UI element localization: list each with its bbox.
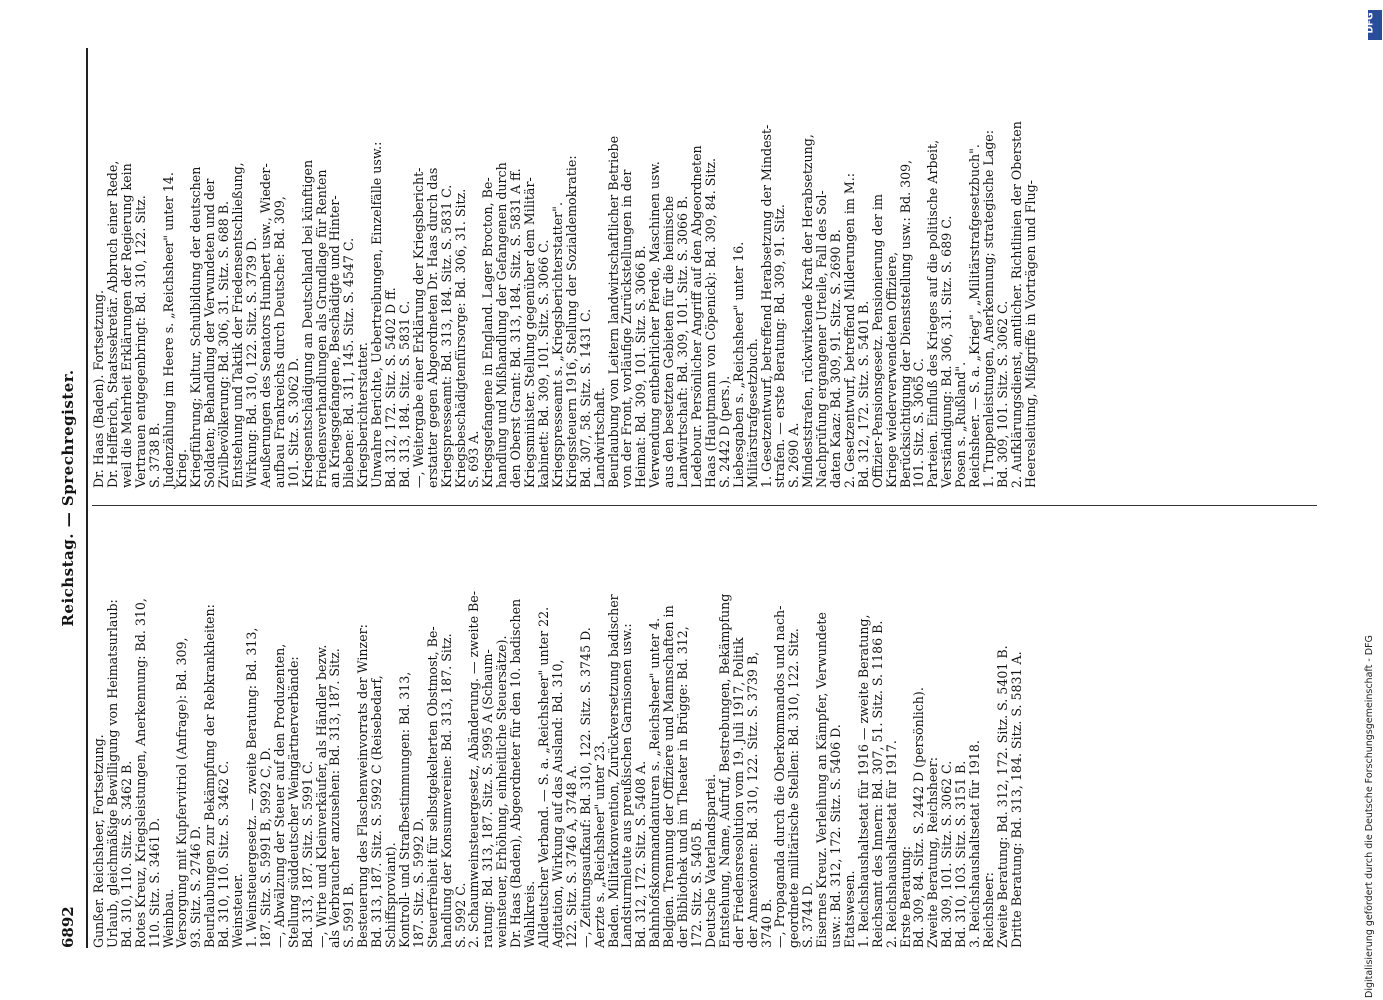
- register-line: Posen s. „Rußland".: [953, 361, 969, 488]
- dfg-logo-text: DFG: [1365, 12, 1376, 34]
- register-line: Kriegsentschädigung an Deutschland bei künftigen: [299, 159, 315, 488]
- register-line: Bd. 309, 101. Sitz. S. 3062 C.: [994, 300, 1010, 488]
- register-line: 2. Reichshaushaltsetat für 1917.: [883, 740, 899, 948]
- register-line: —, Abwälzung der Steuer auf den Produzenten,: [271, 643, 287, 948]
- register-line: von der Front, vorläufige Zurückstellungen in der: [619, 169, 635, 488]
- register-line: Aeußerungen des Senators Humbert usw., Wieder-: [257, 163, 273, 488]
- register-line: Verwendung entbehrlicher Pferde, Maschinen usw.: [647, 161, 663, 488]
- register-line: Gunßer. Reichsheer, Fortsetzung.: [91, 734, 106, 948]
- register-line: strafen. — erste Beratung: Bd. 309, 91. Sitz.: [772, 204, 788, 488]
- credit-text: Digitalisierung gefördert durch die Deutsche Forschungsgemeinschaft - DFG: [1364, 635, 1375, 998]
- register-line: S. 5991 B.: [341, 882, 357, 948]
- register-line: Berücksichtigung der Dienststellung usw.: Bd. 309,: [897, 159, 913, 488]
- register-line: aufbau Frankreichs durch Deutsche: Bd. 309,: [271, 196, 287, 488]
- register-line: Urlaub, gleichmäßige Bewilligung von Heimatsurlaub:: [104, 599, 120, 948]
- register-line: Kriegführung; Kultur, Schulbildung der deutschen: [188, 166, 204, 488]
- header-rule: [86, 48, 88, 948]
- register-line: Nachprüfung ergangener Urteile, Fall des Sol-: [814, 190, 830, 488]
- register-line: Entstehung, Name, Aufruf, Bestrebungen, Bekämpfung: [716, 593, 732, 948]
- register-line: S. 693 A.: [466, 430, 482, 488]
- register-line: Besteuerung des Flaschenweinvorrats der Winzer:: [355, 624, 371, 948]
- register-line: Etatswesen.: [841, 870, 857, 948]
- register-line: ratung: Bd. 313, 187. Sitz. S. 5995 A (Schaum-: [480, 649, 496, 948]
- register-line: Soldaten; Behandlung der Verwundeten und der: [202, 178, 218, 488]
- register-line: —, Wirte und Kleinverkäufer, als Händler bezw.: [313, 644, 329, 948]
- register-line: Kriegspresseamt s. „Kriegsberichterstatter".: [549, 202, 565, 488]
- register-line: 101. Sitz. S. 3062 D.: [285, 357, 301, 488]
- register-line: 187. Sitz. S. 5991 B, 5992 C, D.: [257, 747, 273, 948]
- register-line: der Friedensresolution vom 19. Juli 1917, Politik: [730, 637, 746, 948]
- register-line: als Verbraucher anzusehen: Bd. 313, 187. Sitz.: [327, 648, 343, 948]
- page-number: 6892: [59, 906, 77, 948]
- register-line: 1. Truppenleistungen, Anerkennung; strategische Lage:: [981, 129, 996, 488]
- register-line: —, Zeitungsaufkauf: Bd. 310, 122. Sitz. S. 3745 D.: [577, 627, 593, 948]
- register-line: Zivilbevölkerung: Bd. 306, 31. Sitz. S. 688 B.: [216, 200, 232, 488]
- register-line: Bd. 312, 172. Sitz. S. 5402 D ff.: [383, 287, 399, 488]
- register-line: 3. Reichshaushaltsetat für 1918.: [967, 740, 983, 948]
- register-line: —, Weitergabe einer Erklärung der Kriegsbericht-: [410, 167, 426, 488]
- register-line: Stellung süddeutscher Weingärtnerverbände:: [285, 656, 301, 948]
- register-line: Bd. 313, 184. Sitz. S. 5831 C.: [396, 300, 412, 488]
- register-line: 187. Sitz. S. 5992 D.: [410, 817, 426, 948]
- register-line: Landwirtschaft.: [591, 387, 607, 488]
- register-line: Kontroll- und Strafbestimmungen: Bd. 313,: [396, 671, 412, 948]
- register-line: 2. Aufklärungsdienst, amtlicher. Richtlinien der Obersten: [1008, 121, 1024, 488]
- register-line: Parteien. Einfluß des Krieges auf die politische Arbeit,: [925, 139, 941, 488]
- register-line: S. 5992 C.: [452, 882, 468, 948]
- register-line: der Bibliothek und im Theater in Brügge: Bd. 312,: [675, 626, 691, 948]
- register-line: Versorgung mit Kupfervitriol (Anfrage): Bd. 309,: [174, 637, 190, 948]
- register-line: Bd. 312, 172. Sitz. S. 5401 B.: [855, 300, 871, 488]
- register-line: Krieg.: [174, 449, 190, 488]
- register-line: Wahlkreis.: [522, 880, 538, 948]
- register-line: 2. Schaumweinsteuergesetz, Abänderung. — zweite Be-: [466, 590, 482, 948]
- register-line: Kriegsbeschädigtenfürsorge: Bd. 306, 31. Sitz.: [452, 188, 468, 488]
- register-line: Landsturmleute aus preußischen Garnisonen usw.:: [619, 623, 635, 948]
- register-line: Mindeststrafen, rückwirkende Kraft der Herabsetzung,: [800, 134, 816, 488]
- register-line: 2. Gesetzentwurf, betreffend Milderungen im M.:: [841, 173, 857, 488]
- register-line: Beurlaubung von Leitern landwirtschaftlicher Betriebe: [605, 135, 621, 488]
- register-line: Bd. 310, 110. Sitz. S. 3462 B.: [118, 760, 134, 948]
- register-line: Deutsche Vaterlandspartei.: [702, 773, 718, 948]
- register-line: weil die Mehrheit Erklärungen der Regierung kein: [118, 163, 134, 488]
- register-line: 172. Sitz. S. 5405 B.: [688, 818, 704, 948]
- register-line: 101. Sitz. S. 3065 C.: [911, 358, 927, 488]
- register-line: den Oberst Grant: Bd. 313, 184. Sitz. S. 5831 A ff.: [508, 168, 524, 488]
- register-line: Agitation, Wirkung auf das Ausland: Bd. 310,: [549, 659, 565, 948]
- register-line: Dr. Helfferich, Staatssekretär. Abbruch einer Rede,: [104, 160, 120, 488]
- register-line: Rotes Kreuz, Kriegsleistungen, Anerkennung: Bd. 310,: [132, 598, 148, 948]
- register-line: Militärstrafgesetzbuch.: [744, 338, 760, 488]
- register-line: Kriegspresseamt: Bd. 313, 184. Sitz. S. 5831 C.: [438, 184, 454, 488]
- register-line: Bd. 310, 110. Sitz. S. 3462 C.: [216, 760, 232, 948]
- register-line: Bd. 309, 101. Sitz. S. 3062 C.: [939, 760, 955, 948]
- register-line: Zweite Beratung, Reichsheer:: [925, 757, 941, 948]
- register-line: usw.: Bd. 312, 172. Sitz. S. 5406 D.: [828, 724, 844, 948]
- register-line: 1. Gesetzentwurf, betreffend Herabsetzung der Mindest-: [758, 124, 774, 488]
- register-line: Bd. 309, 84. Sitz. S. 2442 D (persönlich).: [911, 687, 927, 948]
- register-line: Unwahre Berichte, Uebertreibungen, Einzelfälle usw.:: [369, 141, 385, 488]
- register-line: 1. Reichshaushaltsetat für 1916 — zweite Beratung,: [855, 614, 871, 948]
- register-line: weinsteuer, Erhöhung, einheitliche Steuersätze).: [494, 635, 510, 948]
- register-line: Bahnhofskommandanturen s. „Reichsheer" unter 4.: [647, 617, 663, 948]
- register-line: Steuerfreiheit für selbstgekelterten Obstmost, Be-: [424, 626, 440, 948]
- register-line: Eisernes Kreuz. Verleihung an Kämpfer, Verwundete: [814, 612, 830, 948]
- register-line: Reichsheer. — S. a. „Krieg", „Militärstrafgesetzbuch".: [967, 144, 983, 488]
- register-line: Kriegsberichterstatter.: [355, 342, 371, 488]
- register-line: Alldeutscher Verband. — S. a. „Reichsheer" unter 22.: [536, 606, 551, 948]
- register-line: Haas (Hauptmann von Cöpenick): Bd. 309, 84. Sitz.: [702, 157, 718, 488]
- register-line: Offizier-Pensionsgesetz. Pensionierung der im: [869, 194, 885, 488]
- register-line: Aerzte s. „Reichsheer" unter 23.: [591, 741, 607, 948]
- register-line: Belgien. Trennung der Offiziere und Mannschaften in: [661, 605, 677, 948]
- register-line: Bd. 313, 187. Sitz. S. 5991 C.: [299, 760, 315, 948]
- register-line: Entstehung und Taktik der Friedensentschließung,: [230, 162, 246, 488]
- register-line: Dr. Haas (Baden). Fortsetzung.: [91, 289, 106, 488]
- register-line: Liebesgaben s. „Reichsheer" unter 16.: [730, 241, 746, 488]
- register-line: Reichsamt des Innern: Bd. 307, 51. Sitz. S. 1186 B.: [869, 620, 885, 948]
- register-line: 93. Sitz. S. 2746 D.: [188, 825, 204, 948]
- dfg-logo: [1365, 10, 1382, 40]
- register-line: Verständigung: Bd. 306, 31. Sitz. S. 689 C.: [939, 215, 955, 488]
- register-line: Kriegsgefangene in England. Lager Brocton, Be-: [480, 177, 496, 488]
- register-line: Dr. Haas (Baden), Abgeordneter für den 10. badischen: [508, 598, 524, 948]
- register-line: Ledebour. Persönlicher Angriff auf den Abgeordneten: [688, 145, 704, 488]
- register-line: Beurlaubungen zur Bekämpfung der Rebkrankheiten:: [202, 604, 218, 948]
- register-line: 1. Weinsteuergesetz. — zweite Beratung: Bd. 313,: [243, 627, 259, 948]
- register-line: Zweite Beratung: Bd. 312, 172. Sitz. S. 5401 B.: [994, 645, 1010, 948]
- register-line: Wirkung: Bd. 310, 122. Sitz. S. 3739 D.: [243, 237, 259, 488]
- register-line: Friedensverhandlungen als Grundlage für Renten: [313, 169, 329, 488]
- digitization-credit: [1362, 8, 1378, 998]
- register-line: Kriege wiederverwendeten Offiziere,: [883, 251, 899, 488]
- register-line: kabinett: Bd. 309, 101. Sitz. S. 3066 C.: [536, 239, 551, 488]
- register-line: Baden. Militärkonvention, Zurückversetzung badischer: [605, 594, 621, 948]
- register-line: daten Kaaz: Bd. 309, 91. Sitz. S. 2690 B.: [828, 229, 844, 488]
- register-line: S. 2442 D (pers.).: [716, 375, 732, 488]
- register-line: Schiffsproviant).: [383, 842, 399, 948]
- register-line: Dritte Beratung: Bd. 313, 184. Sitz. S. 5831 A.: [1008, 651, 1024, 948]
- register-line: Kriegsminister. Stellung gegenüber dem Militär-: [522, 177, 538, 488]
- register-line: erstatter gegen Abgeordneten Dr. Haas durch das: [424, 167, 440, 488]
- register-line: S. 3738 B.: [146, 422, 162, 488]
- register-line: Judenzählung im Heere s. „Reichsheer" unter 14.: [160, 172, 176, 488]
- register-line: Bd. 307, 58. Sitz. S. 1431 C.: [577, 308, 593, 488]
- register-line: Landwirtschaft: Bd. 309, 101. Sitz. S. 3066 B.: [675, 195, 691, 488]
- register-line: 3740 B.: [758, 898, 774, 948]
- register-line: 122. Sitz. S. 3746 A, 3748 A.: [563, 765, 579, 948]
- register-line: der Annexionen: Bd. 310, 122. Sitz. S. 3739 B,: [744, 651, 760, 948]
- register-line: Erste Beratung:: [897, 845, 913, 948]
- register-line: Bd. 310, 103. Sitz. S. 3151 B.: [953, 760, 969, 948]
- register-line: Reichsheer:: [981, 872, 996, 948]
- register-line: Heeresleitung, Mißgriffe in Vorträgen und Flug-: [1022, 180, 1038, 488]
- register-line: handlung der Konsumvereine: Bd. 313, 187. Sitz.: [438, 633, 454, 948]
- register-line: bliebene: Bd. 311, 145. Sitz. S. 4547 C.: [341, 237, 357, 488]
- register-line: Bd. 313, 187. Sitz. S. 5992 C (Reisebedarf,: [369, 675, 385, 948]
- register-line: 110. Sitz. S. 3461 D.: [146, 817, 162, 948]
- column-divider: [92, 505, 1317, 506]
- register-line: S. 2690 A.: [786, 422, 802, 488]
- register-line: Vertrauen entgegenbringt: Bd. 310, 122. Sitz.: [132, 195, 148, 488]
- page-header: [55, 48, 85, 948]
- register-line: Weinbau.: [160, 888, 176, 948]
- left-column: [92, 508, 1024, 948]
- page-title: Reichstag. — Sprechregister.: [59, 369, 77, 627]
- register-line: handlung und Mißhandlung der Gefangenen durch: [494, 162, 510, 488]
- register-line: Heimat: Bd. 309, 101. Sitz. S. 3066 B.: [633, 245, 649, 488]
- register-line: Bd. 312, 172. Sitz. S. 5408 A.: [633, 760, 649, 948]
- register-line: Kriegssteuern 1916, Stellung der Sozialdemokratie:: [563, 155, 579, 488]
- register-line: Weinsteuer.: [230, 873, 246, 948]
- register-line: S. 3744 D.: [800, 882, 816, 948]
- right-column: [92, 48, 1038, 488]
- register-line: geordnete militärische Stellen: Bd. 310, 122. Sitz.: [786, 628, 802, 948]
- register-line: an Kriegsgefangene, Beschädigte und Hinter-: [327, 195, 343, 488]
- register-line: —, Propaganda durch die Oberkommandos und nach-: [772, 605, 788, 948]
- register-line: aus den besetzten Gebieten für die heimische: [661, 195, 677, 488]
